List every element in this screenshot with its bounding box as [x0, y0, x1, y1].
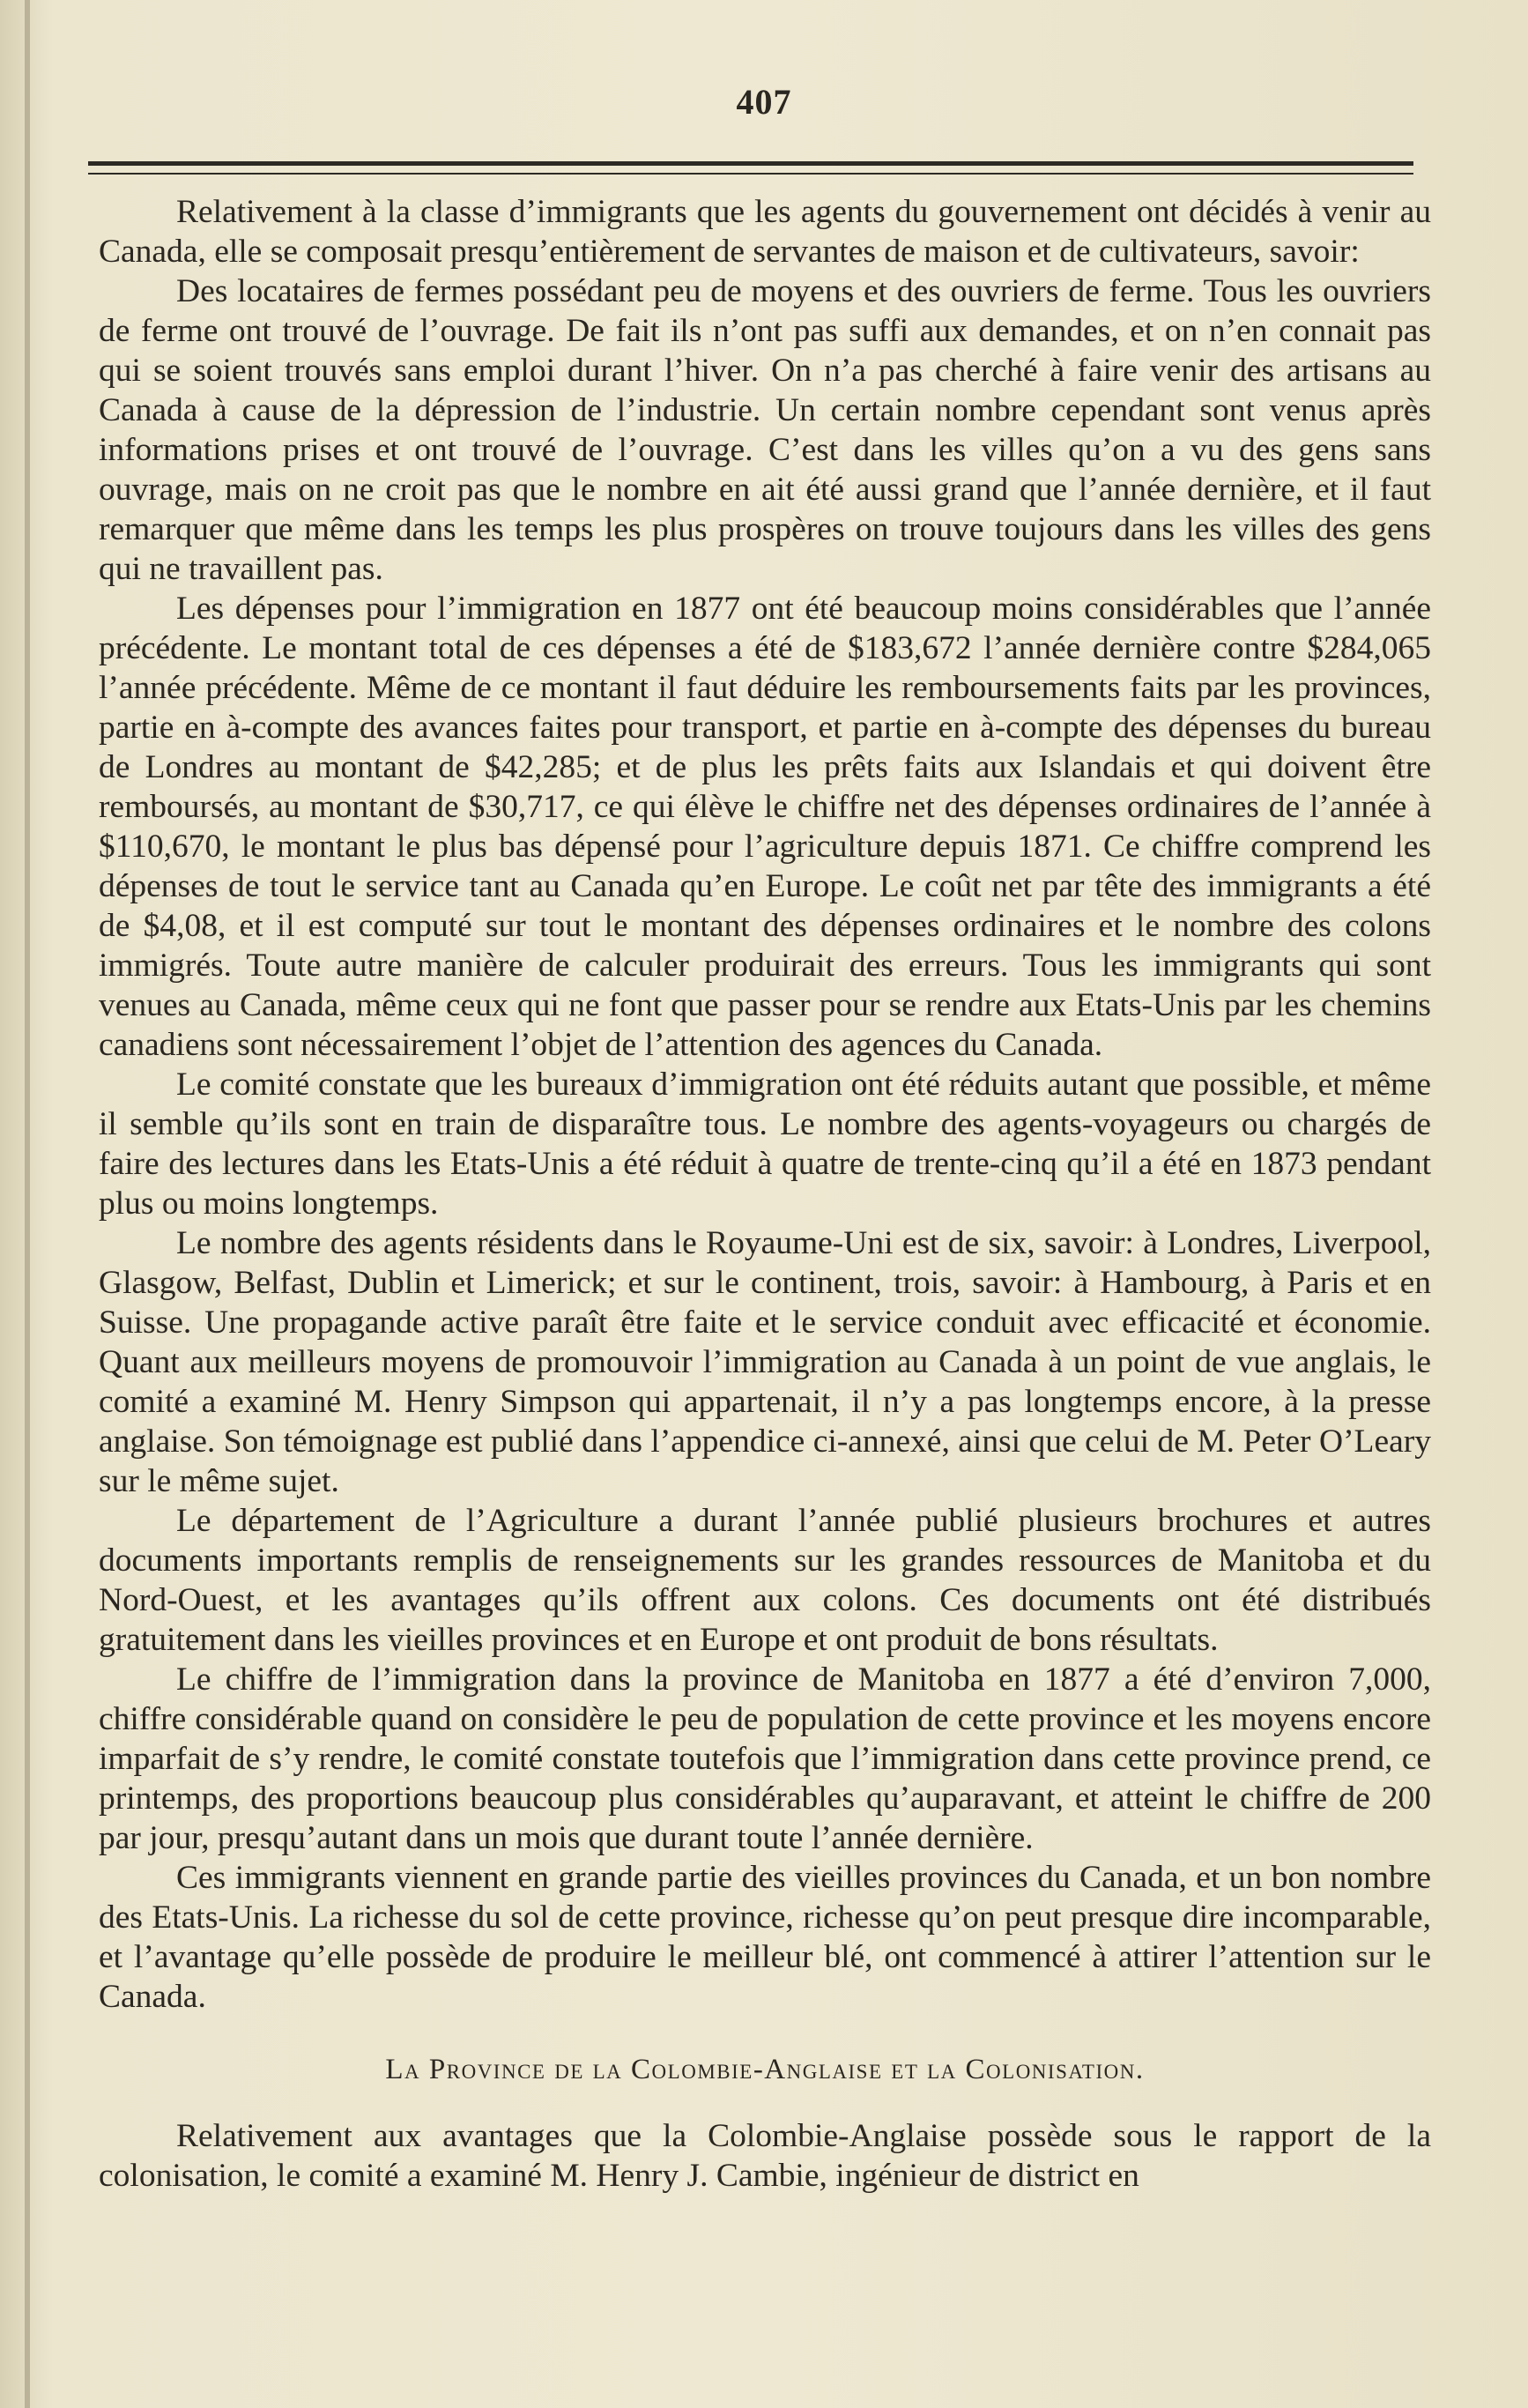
paragraph-expenses: Les dépenses pour l’immigration en 1877 ont été beaucoup moins considérables que l’année précédente. Le montant total de ces dépenses a été de $183,672 l’année dernière contre $284,065 l’année précédente. Même de ce montant il faut déduire les remboursements faits par les provinces, partie en à-compte des avances faites pour transport, et partie en à-compte des dépenses du bureau de Londres au montant de $42,285; et de plus les prêts faits aux Islandais et qui doivent être remboursés, au montant de $30,717, ce qui élève le chiffre net des dépenses ordinaires de l’année à $110,670, le montant le plus bas dépensé pour l’agriculture depuis 1871. Ce chiffre comprend les dépenses de tout le service tant au Canada qu’en Europe. Le coût net par tête des immigrants a été de $4,08, et il est computé sur tout le montant des dépenses ordinaires et le nombre des colons immigrés. Toute autre manière de calculer produirait des erreurs. Tous les immigrants qui sont venues au Canada, même ceux qui ne font que passer pour se rendre aux Etats-Unis par les chemins canadiens sont nécessairement l’objet de l’attention des agences du Canada.: [99, 591, 1431, 1063]
paragraph-british-columbia: Relativement aux avantages que la Colombie-Anglaise possède sous le rapport de la colonisation, le comité a examiné M. Henry J. Cambie, ingénieur de district en: [99, 2118, 1431, 2194]
paragraph-agriculture-department: Le département de l’Agriculture a durant l’année publié plusieurs brochures et autres documents importants remplis de renseignements sur les grandes ressources de Manitoba et du Nord-Ouest, et les avantages qu’ils offrent aux colons. Ces documents ont été distribués gratuitement dans les vieilles provinces et en Europe et ont produit de bons résultats.: [99, 1503, 1431, 1658]
paragraph-immigration-offices: Le comité constate que les bureaux d’immigration ont été réduits autant que possible, et même il semble qu’ils sont en train de disparaître tous. Le nombre des agents-voyageurs ou chargés de faire des lectures dans les Etats-Unis a été réduit à quatre de trente-cinq qu’il a été en 1873 pendant plus ou moins longtemps.: [99, 1067, 1431, 1222]
page-number: 407: [736, 82, 792, 122]
paragraph-immigrant-origins: Ces immigrants viennent en grande partie des vieilles provinces du Canada, et un bon nombre des Etats-Unis. La richesse du sol de cette province, richesse qu’on peut presque dire incomparable, et l’avantage qu’elle possède de produire le meilleur blé, ont commencé à attirer l’attention sur le Canada.: [99, 1860, 1431, 2015]
paragraph-immigrant-class: Relativement à la classe d’immigrants que les agents du gouvernement ont décidés à venir au Canada, elle se composait presqu’entièrement de servantes de maison et de cultivateurs, savoir:: [99, 194, 1431, 270]
body-text: [99, 192, 1431, 2196]
header-rule-thick: [88, 161, 1413, 166]
section-heading: La Province de la Colombie-Anglaise et la Colonisation.: [385, 2054, 1145, 2085]
paragraph-manitoba-immigration: Le chiffre de l’immigration dans la province de Manitoba en 1877 a été d’environ 7,000, chiffre considérable quand on considère le peu de population de cette province et les moyens encore imparfait de s’y rendre, le comité constate toutefois que l’immigration dans cette province prend, ce printemps, des proportions beaucoup plus considérables qu’auparavant, et atteint le chiffre de 200 par jour, presqu’autant dans un mois que durant toute l’année dernière.: [99, 1661, 1431, 1856]
paragraph-farm-workers: Des locataires de fermes possédant peu de moyens et des ouvriers de ferme. Tous les ouvriers de ferme ont trouvé de l’ouvrage. De fait ils n’ont pas suffi aux demandes, et on n’en connait pas qui se soient trouvés sans emploi durant l’hiver. On n’a pas cherché à faire venir des artisans au Canada à cause de la dépression de l’industrie. Un certain nombre cependant sont venus après informations prises et ont trouvé de l’ouvrage. C’est dans les villes qu’on a vu des gens sans ouvrage, mais on ne croit pas que le nombre en ait été aussi grand que l’année dernière, et il faut remarquer que même dans les temps les plus prospères on trouve toujours dans les villes des gens qui ne travaillent pas.: [99, 273, 1431, 587]
paragraph-resident-agents: Le nombre des agents résidents dans le Royaume-Uni est de six, savoir: à Londres, Liverpool, Glasgow, Belfast, Dublin et Limerick; et sur le continent, trois, savoir: à Hambourg, à Paris et en Suisse. Une propagande active paraît être faite et le service conduit avec efficacité et économie. Quant aux meilleurs moyens de promouvoir l’immigration au Canada à un point de vue anglais, le comité a examiné M. Henry Simpson qui appartenait, il n’y a pas longtemps encore, à la presse anglaise. Son témoignage est publié dans l’appendice ci-annexé, ainsi que celui de M. Peter O’Leary sur le même sujet.: [99, 1225, 1431, 1499]
header-rule-thin: [88, 173, 1413, 175]
book-spine-shadow: [25, 0, 30, 2408]
